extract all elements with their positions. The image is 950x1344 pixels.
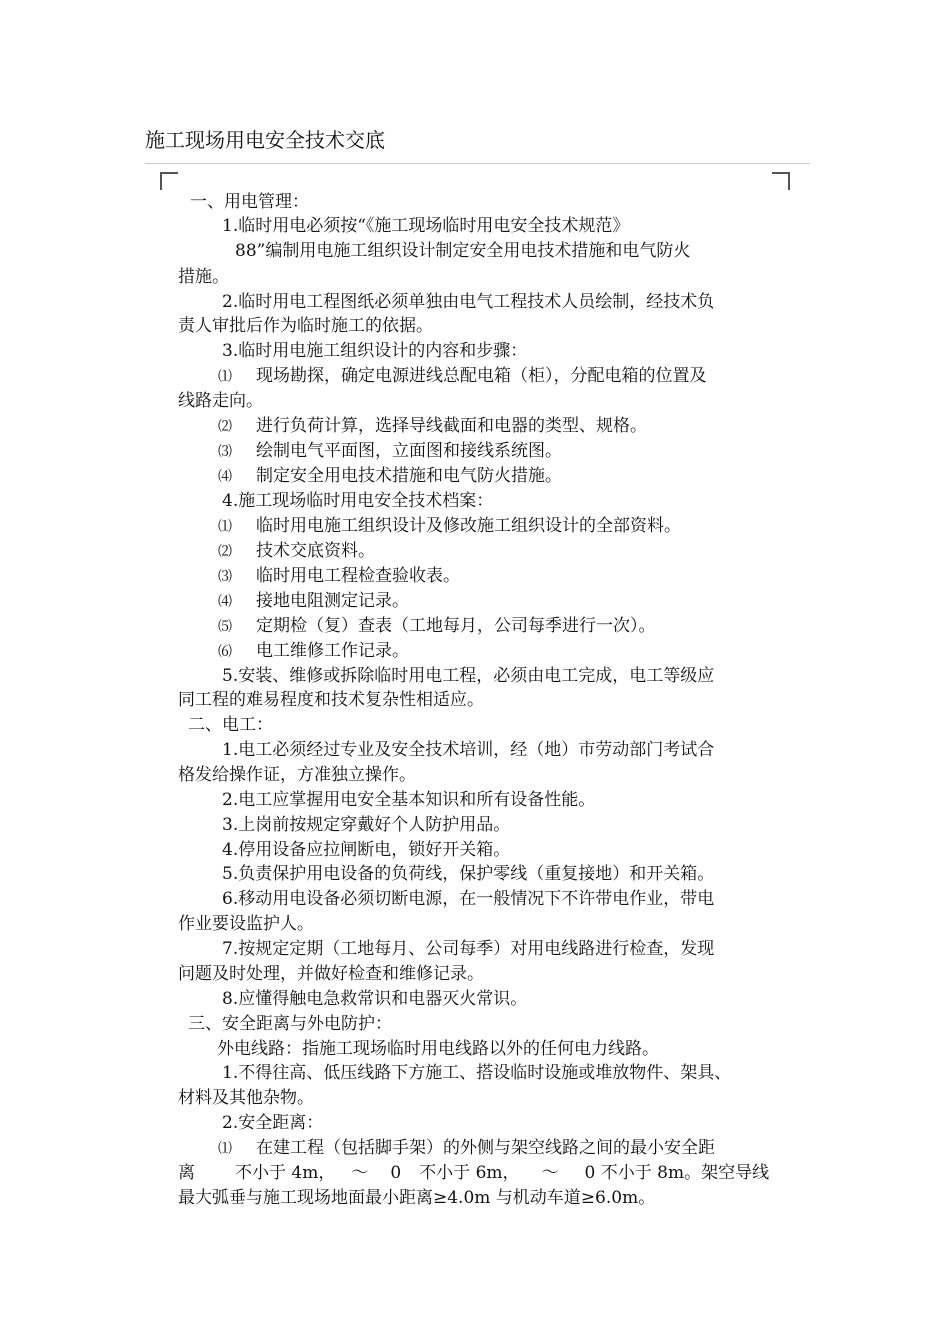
item-number: ⑷	[218, 594, 232, 610]
item-text: 进行负荷计算，选择导线截面和电器的类型、规格。	[256, 416, 647, 436]
paragraph-line: 5.负责保护用电设备的负荷线，保护零线（重复接地）和开关箱。	[222, 864, 715, 884]
numbered-item	[218, 514, 681, 539]
paragraph-line: 3.临时用电施工组织设计的内容和步骤：	[222, 341, 528, 361]
numbered-item	[218, 439, 562, 464]
paragraph-line: 2.安全距离：	[222, 1113, 324, 1133]
paragraph-line: 线路走向。	[178, 391, 263, 411]
item-number: ⑶	[218, 444, 232, 460]
paragraph-line: 1.不得往高、低压线路下方施工、搭设临时设施或堆放物件、架具、	[222, 1063, 732, 1083]
paragraph-line: 5.安装、维修或拆除临时用电工程，必须由电工完成，电工等级应	[222, 666, 715, 686]
text-fragment: 0 不小于 8m。架空导线	[584, 1163, 770, 1183]
item-number: ⑴	[218, 369, 232, 385]
item-number: ⑵	[218, 419, 232, 435]
item-text: 绘制电气平面图，立面图和接线系统图。	[256, 441, 562, 461]
paragraph-line: 同工程的难易程度和技术复杂性相适应。	[178, 690, 484, 710]
text-fragment: 不小于 4m，	[235, 1163, 336, 1183]
paragraph-line: 4.施工现场临时用电安全技术档案：	[222, 491, 494, 511]
text-fragment: 不小于 6m，	[419, 1163, 520, 1183]
item-text: 定期检（复）查表（工地每月，公司每季进行一次）。	[256, 616, 656, 636]
paragraph-line: 措施。	[178, 267, 229, 287]
text-fragment: ～	[351, 1163, 369, 1183]
paragraph-line: 88”编制用电施工组织设计制定安全用电技术措施和电气防火	[235, 241, 691, 261]
text-fragment: 离	[178, 1163, 195, 1183]
section-heading: 二、电工：	[188, 715, 273, 735]
paragraph-line: 1.临时用电必须按“《施工现场临时用电安全技术规范》	[222, 216, 630, 236]
item-text: 制定安全用电技术措施和电气防火措施。	[256, 466, 562, 486]
numbered-item	[218, 564, 460, 589]
numbered-item	[218, 414, 647, 439]
paragraph-line: 责人审批后作为临时施工的依据。	[178, 316, 433, 336]
paragraph-line	[178, 1161, 769, 1185]
paragraph-line: 3.上岗前按规定穿戴好个人防护用品。	[222, 815, 511, 835]
item-number: ⑷	[218, 469, 232, 485]
paragraph-line: 6.移动用电设备必须切断电源，在一般情况下不许带电作业，带电	[222, 889, 715, 909]
numbered-item	[218, 364, 707, 389]
header-divider	[145, 163, 810, 164]
section-heading: 三、安全距离与外电防护：	[188, 1014, 392, 1034]
item-text: 现场勘探，确定电源进线总配电箱（柜），分配电箱的位置及	[256, 366, 707, 386]
numbered-item	[218, 614, 656, 639]
item-text: 接地电阻测定记录。	[256, 591, 409, 611]
section-heading: 一、用电管理：	[190, 192, 309, 212]
numbered-item	[218, 1136, 715, 1161]
paragraph-line: 外电线路：指施工现场临时用电线路以外的任何电力线路。	[217, 1039, 659, 1059]
item-number: ⑶	[218, 569, 232, 585]
item-text: 在建工程（包括脚手架）的外侧与架空线路之间的最小安全距	[256, 1138, 715, 1158]
numbered-item	[218, 464, 562, 489]
paragraph-line: 问题及时处理，并做好检查和维修记录。	[178, 964, 484, 984]
item-number: ⑸	[218, 619, 232, 635]
item-text: 电工维修工作记录。	[256, 641, 409, 661]
item-number: ⑵	[218, 544, 232, 560]
text-fragment: 0	[390, 1163, 402, 1183]
paragraph-line: 2.临时用电工程图纸必须单独由电气工程技术人员绘制，经技术负	[222, 292, 715, 312]
paragraph-line: 作业要设监护人。	[178, 914, 314, 934]
item-text: 临时用电施工组织设计及修改施工组织设计的全部资料。	[256, 516, 681, 536]
numbered-item	[218, 639, 409, 664]
paragraph-line: 2.电工应掌握用电安全基本知识和所有设备性能。	[222, 790, 596, 810]
item-number: ⑴	[218, 519, 232, 535]
paragraph-line: 7.按规定定期（工地每月、公司每季）对用电线路进行检查，发现	[222, 939, 715, 959]
item-text: 技术交底资料。	[256, 541, 375, 561]
paragraph-line: 8.应懂得触电急救常识和电器灭火常识。	[222, 989, 528, 1009]
item-text: 临时用电工程检查验收表。	[256, 566, 460, 586]
text-fragment: ～	[541, 1163, 559, 1183]
margin-corner-right	[772, 172, 790, 190]
paragraph-line: 4.停用设备应拉闸断电，锁好开关箱。	[222, 840, 511, 860]
document-title: 施工现场用电安全技术交底	[145, 128, 385, 152]
paragraph-line: 材料及其他杂物。	[178, 1088, 314, 1108]
margin-corner-left	[160, 172, 178, 190]
numbered-item	[218, 589, 409, 614]
paragraph-line: 1.电工必须经过专业及安全技术培训，经（地）市劳动部门考试合	[222, 740, 715, 760]
item-number: ⑹	[218, 644, 232, 660]
numbered-item	[218, 539, 375, 564]
paragraph-line: 格发给操作证，方准独立操作。	[178, 765, 416, 785]
item-number: ⑴	[218, 1141, 232, 1157]
paragraph-line: 最大弧垂与施工现场地面最小距离≥4.0m 与机动车道≥6.0m。	[178, 1188, 656, 1208]
